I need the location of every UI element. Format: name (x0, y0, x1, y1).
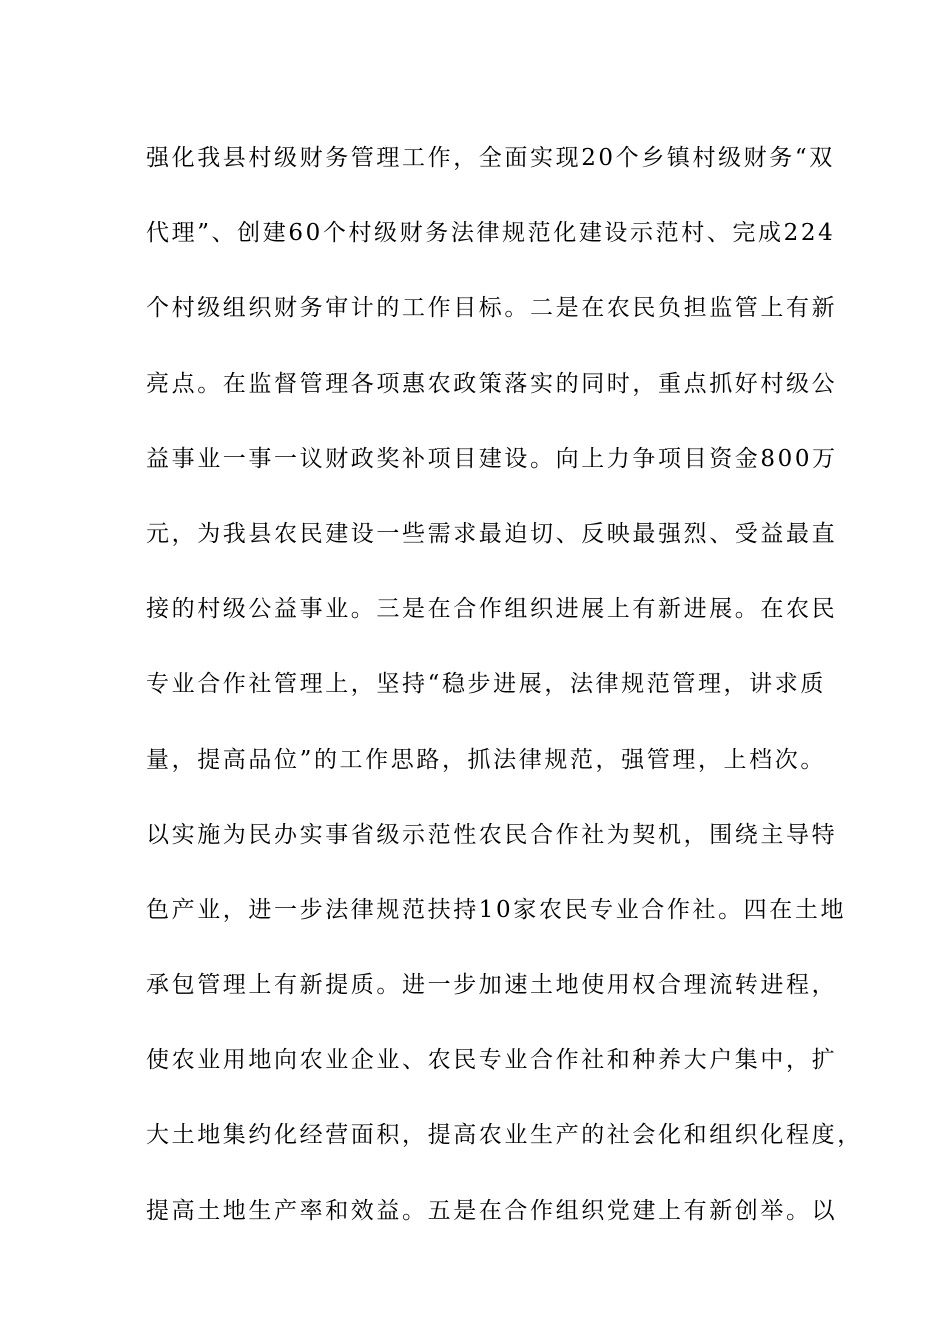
text-line: 亮点。在监督管理各项惠农政策落实的同时，重点抓好村级公 (146, 370, 838, 397)
text-line: 代理”、创建60个村级财务法律规范化建设示范村、完成224 (146, 220, 836, 247)
text-line: 色产业，进一步法律规范扶持10家农民专业合作社。四在土地 (146, 896, 847, 923)
body-text (146, 133, 863, 1261)
text-line: 强化我县村级财务管理工作，全面实现20个乡镇村级财务“双 (146, 145, 835, 171)
text-line: 接的村级公益事业。三是在合作组织进展上有新进展。在农民 (146, 596, 838, 623)
text-line: 量，提高品位”的工作思路，抓法律规范，强管理，上档次。 (146, 746, 826, 773)
text-line: 大土地集约化经营面积，提高农业生产的社会化和组织化程度， (146, 1122, 863, 1149)
text-line: 承包管理上有新提质。进一步加速土地使用权合理流转进程， (146, 972, 838, 999)
text-line: 使农业用地向农业企业、农民专业合作社和种养大户集中，扩 (146, 1047, 838, 1074)
text-line: 专业合作社管理上，坚持“稳步进展，法律规范管理，讲求质 (146, 671, 826, 698)
text-line: 个村级组织财务审计的工作目标。二是在农民负担监管上有新 (146, 295, 838, 322)
text-line: 益事业一事一议财政奖补项目建设。向上力争项目资金800万 (146, 445, 838, 472)
text-line: 以实施为民办实事省级示范性农民合作社为契机，围绕主导特 (146, 821, 838, 848)
text-line: 元，为我县农民建设一些需求最迫切、反映最强烈、受益最直 (146, 520, 838, 547)
text-line: 提高土地生产率和效益。五是在合作组织党建上有新创举。以 (146, 1197, 838, 1224)
